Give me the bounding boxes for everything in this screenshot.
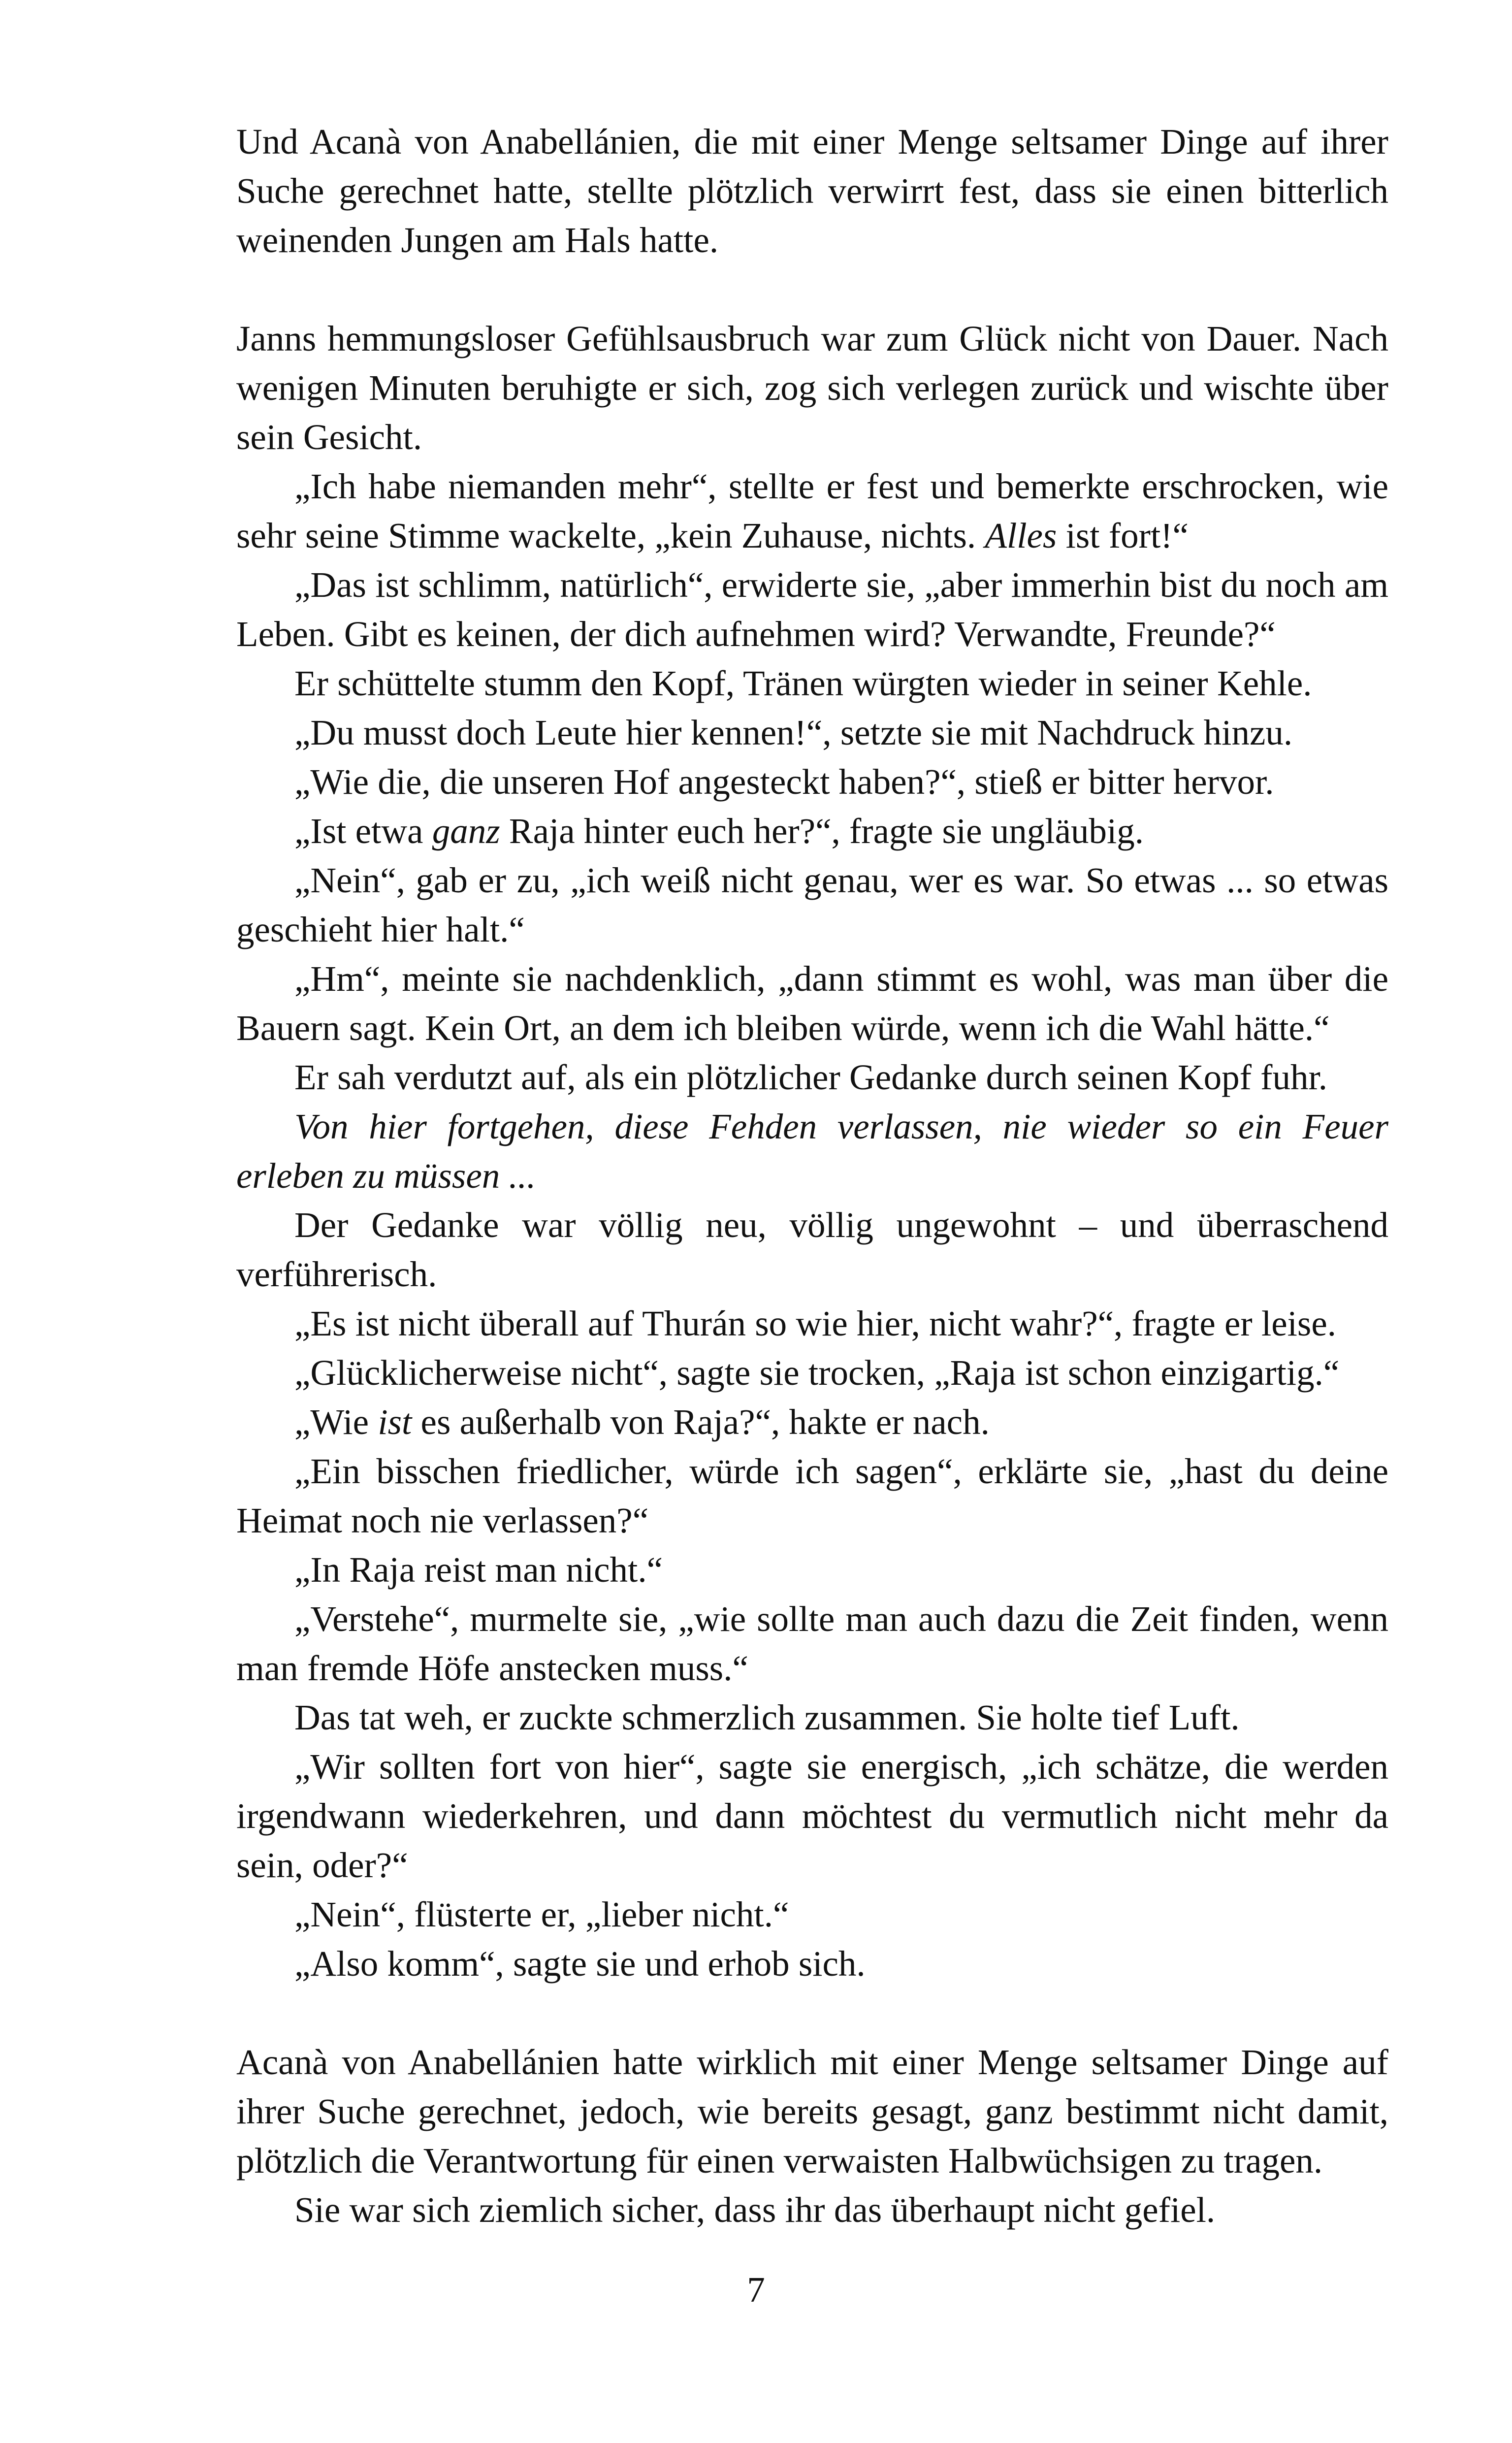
paragraph-6 — [236, 708, 1388, 757]
paragraph-text: „Es ist nicht überall auf Thurán so wie hier, nicht wahr?“, fragte er leise. — [294, 1303, 1336, 1343]
paragraph-14 — [236, 1299, 1388, 1348]
paragraph-text: „Verstehe“, murmelte sie, „wie sollte man auch dazu die Zeit finden, wenn man fremde Höfe anstecken muss.“ — [236, 1599, 1388, 1688]
paragraph-text: „Wie die, die unseren Hof angesteckt haben?“, stieß er bitter hervor. — [294, 762, 1274, 802]
paragraph-15 — [236, 1348, 1388, 1398]
paragraph-8 — [236, 807, 1388, 856]
paragraph-text: „Das ist schlimm, natürlich“, erwiderte sie, „aber immerhin bist du noch am Leben. Gibt es keinen, der dich aufnehmen wird? Verwandte, Freunde?“ — [236, 565, 1388, 654]
italic-text: Alles — [985, 516, 1057, 555]
paragraph-21 — [236, 1742, 1388, 1890]
paragraph-text: „Glücklicherweise nicht“, sagte sie trocken, „Raja ist schon einzigartig.“ — [294, 1353, 1340, 1393]
paragraph-text: Und Acanà von Anabellánien, die mit einer Menge seltsamer Dinge auf ihrer Suche gerechnet hatte, stellte plötzlich verwirrt fest, dass sie einen bitterlich weinenden Jungen am Hals hatte. — [236, 122, 1388, 260]
paragraph-22 — [236, 1890, 1388, 1939]
paragraph-20 — [236, 1693, 1388, 1742]
paragraph-text: „Wie — [294, 1402, 378, 1442]
italic-text: Von hier fortgehen, diese Fehden verlassen, nie wieder so ein Feuer erleben zu müssen ... — [236, 1107, 1388, 1196]
paragraph-5 — [236, 659, 1388, 708]
paragraph-text: Sie war sich ziemlich sicher, dass ihr das überhaupt nicht gefiel. — [294, 2190, 1216, 2230]
paragraph-3 — [236, 462, 1388, 560]
paragraph-2 — [236, 314, 1388, 462]
paragraph-text: „In Raja reist man nicht.“ — [294, 1550, 663, 1590]
paragraph-text: es außerhalb von Raja?“, hakte er nach. — [412, 1402, 990, 1442]
paragraph-19 — [236, 1595, 1388, 1693]
paragraph-text: „Nein“, gab er zu, „ich weiß nicht genau, wer es war. So etwas ... so etwas geschieht hier halt.“ — [236, 860, 1388, 949]
paragraph-12 — [236, 1102, 1388, 1201]
paragraph-18 — [236, 1545, 1388, 1595]
paragraph-text: Er sah verdutzt auf, als ein plötzlicher Gedanke durch seinen Kopf fuhr. — [294, 1057, 1328, 1097]
paragraph-text: „Ist etwa — [294, 811, 432, 851]
paragraph-24 — [236, 2038, 1388, 2185]
paragraph-text: „Hm“, meinte sie nachdenklich, „dann stimmt es wohl, was man über die Bauern sagt. Kein Ort, an dem ich bleiben würde, wenn ich die Wahl hätte.“ — [236, 959, 1388, 1048]
italic-text: ist — [378, 1402, 412, 1442]
book-page-body — [236, 117, 1388, 2235]
paragraph-4 — [236, 560, 1388, 659]
paragraph-13 — [236, 1201, 1388, 1299]
paragraph-text: Das tat weh, er zuckte schmerzlich zusammen. Sie holte tief Luft. — [294, 1697, 1240, 1737]
paragraph-text: „Ein bisschen friedlicher, würde ich sagen“, erklärte sie, „hast du deine Heimat noch nie verlassen?“ — [236, 1451, 1388, 1540]
paragraph-17 — [236, 1447, 1388, 1545]
paragraph-text: „Ich habe niemanden mehr“, stellte er fest und bemerkte erschrocken, wie sehr seine Stimme wackelte, „kein Zuhause, nichts. — [236, 466, 1388, 555]
paragraph-text: „Wir sollten fort von hier“, sagte sie energisch, „ich schätze, die werden irgendwann wiederkehren, und dann möchtest du vermutlich nicht mehr da sein, oder?“ — [236, 1747, 1388, 1885]
paragraph-text: Raja hinter euch her?“, fragte sie ungläubig. — [500, 811, 1144, 851]
paragraph-text: Er schüttelte stumm den Kopf, Tränen würgten wieder in seiner Kehle. — [294, 663, 1312, 703]
paragraph-10 — [236, 954, 1388, 1053]
paragraph-text: Acanà von Anabellánien hatte wirklich mit einer Menge seltsamer Dinge auf ihrer Suche gerechnet, jedoch, wie bereits gesagt, ganz bestimmt nicht damit, plötzlich die Verantwortung für einen verwaisten Halbwüchsigen zu tragen. — [236, 2042, 1388, 2181]
paragraph-text: „Also komm“, sagte sie und erhob sich. — [294, 1944, 866, 1984]
page-number: 7 — [747, 2270, 765, 2310]
paragraph-1 — [236, 117, 1388, 265]
paragraph-23 — [236, 1939, 1388, 1988]
italic-text: ganz — [432, 811, 500, 851]
paragraph-text: „Nein“, flüsterte er, „lieber nicht.“ — [294, 1894, 789, 1934]
paragraph-text: Der Gedanke war völlig neu, völlig ungewohnt – und überraschend verführerisch. — [236, 1205, 1388, 1294]
paragraph-7 — [236, 757, 1388, 807]
paragraph-11 — [236, 1053, 1388, 1102]
paragraph-text: Janns hemmungsloser Gefühlsausbruch war zum Glück nicht von Dauer. Nach wenigen Minuten beruhigte er sich, zog sich verlegen zurück und wischte über sein Gesicht. — [236, 319, 1388, 457]
paragraph-9 — [236, 856, 1388, 954]
paragraph-text: ist fort!“ — [1057, 516, 1189, 555]
paragraph-text: „Du musst doch Leute hier kennen!“, setzte sie mit Nachdruck hinzu. — [294, 713, 1293, 752]
paragraph-16 — [236, 1398, 1388, 1447]
paragraph-25 — [236, 2185, 1388, 2235]
